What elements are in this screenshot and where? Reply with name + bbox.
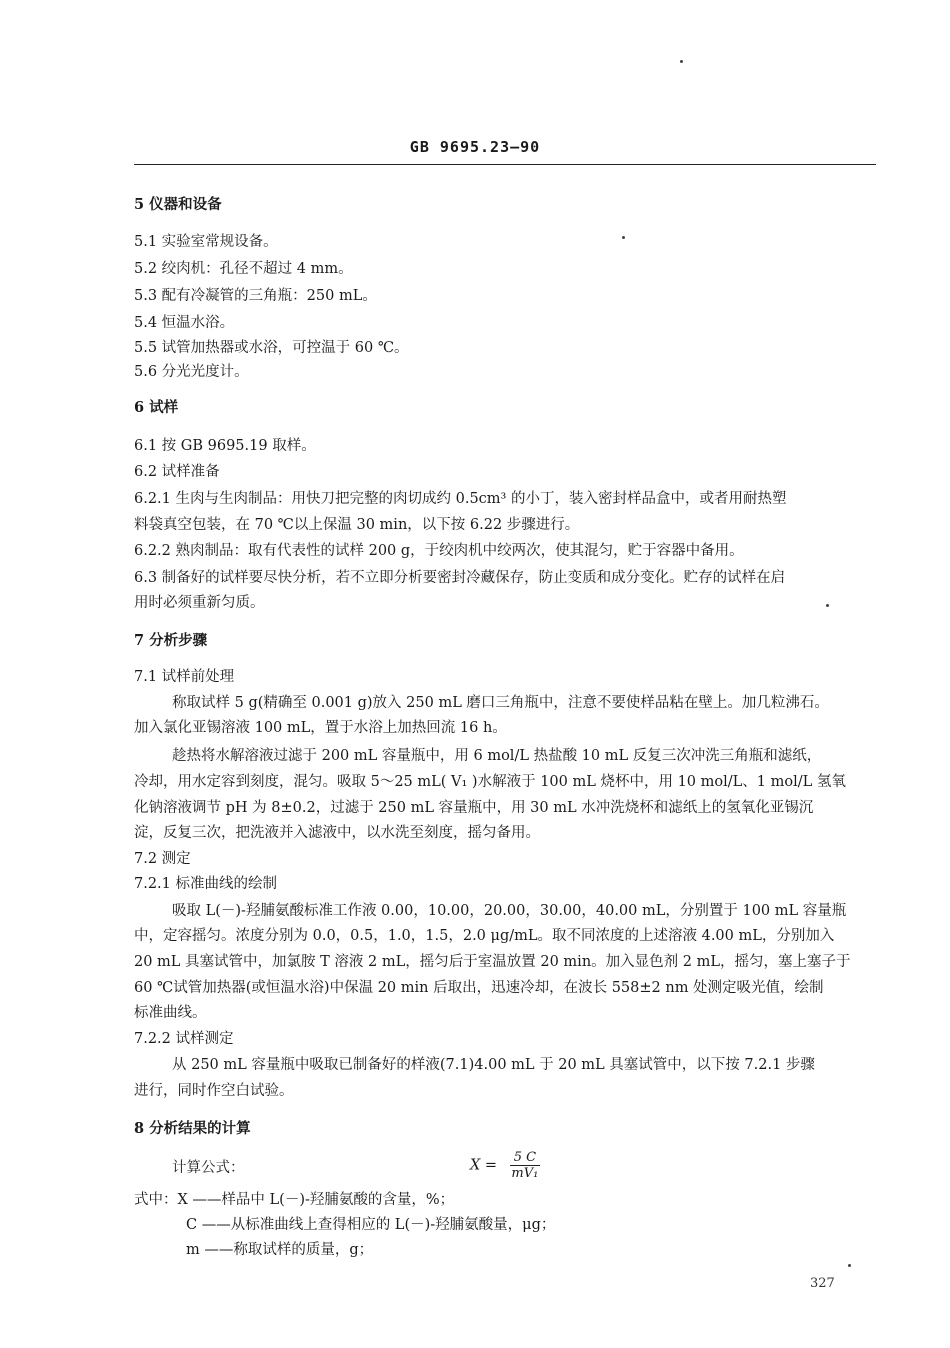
item-7-2-1: 7.2.1 标准曲线的绘制 [134, 876, 278, 892]
item-6-2-2: 6.2.2 熟肉制品：取有代表性的试样 200 g，于绞肉机中绞两次，使其混匀，贮于容器中备用。 [134, 543, 744, 559]
para-7-1b-line3: 化钠溶液调节 pH 为 8±0.2，过滤于 250 mL 容量瓶中，用 30 mL 水冲洗烧杯和滤纸上的氢氧化亚锡沉 [134, 800, 814, 816]
item-6-3-line2: 用时必须重新匀质。 [134, 595, 265, 611]
formula [470, 1150, 540, 1181]
item-7-2: 7.2 测定 [134, 851, 191, 867]
item-6-2: 6.2 试样准备 [134, 464, 220, 480]
where-line-3: m ——称取试样的质量，g； [186, 1242, 374, 1258]
formula-label: 计算公式： [172, 1160, 245, 1176]
where-line-2: C ——从标准曲线上查得相应的 L(－)-羟脯氨酸量，μg； [186, 1217, 556, 1233]
item-5-2: 5.2 绞肉机：孔径不超过 4 mm。 [134, 261, 353, 277]
item-7-2-2: 7.2.2 试样测定 [134, 1031, 234, 1047]
para-7-1b-line4: 淀，反复三次，把洗液并入滤液中，以水洗至刻度，摇匀备用。 [134, 825, 540, 841]
para-7-2-2-line2: 进行，同时作空白试验。 [134, 1083, 294, 1099]
para-7-2-1-line5: 标准曲线。 [134, 1005, 207, 1021]
formula-denominator: mV₁ [511, 1166, 539, 1181]
item-6-2-1-line1: 6.2.1 生肉与生肉制品：用快刀把完整的肉切成约 0.5cm³ 的小丁，装入密封样品盒中，或者用耐热塑 [134, 491, 787, 507]
section-7-title: 7 分析步骤 [134, 632, 208, 649]
item-5-1: 5.1 实验室常规设备。 [134, 234, 278, 250]
item-5-4: 5.4 恒温水浴。 [134, 315, 235, 331]
item-5-5: 5.5 试管加热器或水浴，可控温于 60 ℃。 [134, 340, 409, 356]
item-5-3: 5.3 配有冷凝管的三角瓶：250 mL。 [134, 288, 377, 304]
where-line-1: 式中：X ——样品中 L(－)-羟脯氨酸的含量，%； [134, 1192, 455, 1208]
formula-numerator: 5 C [510, 1150, 540, 1166]
para-7-2-2-line1: 从 250 mL 容量瓶中吸取已制备好的样液(7.1)4.00 mL 于 20 mL 具塞试管中，以下按 7.2.1 步骤 [172, 1057, 815, 1073]
para-7-1-line2: 加入氯化亚锡溶液 100 mL，置于水浴上加热回流 16 h。 [134, 720, 507, 736]
item-7-1: 7.1 试样前处理 [134, 669, 235, 685]
section-6-title: 6 试样 [134, 399, 179, 416]
para-7-1b-line2: 冷却，用水定容到刻度，混匀。吸取 5～25 mL( V₁ )水解液于 100 mL 烧杯中，用 10 mol/L、1 mol/L 氢氧 [134, 774, 846, 790]
item-5-6: 5.6 分光光度计。 [134, 364, 249, 380]
para-7-2-1-line1: 吸取 L(－)-羟脯氨酸标准工作液 0.00，10.00，20.00，30.00，40.00 mL，分别置于 100 mL 容量瓶 [172, 903, 847, 919]
formula-fraction [510, 1150, 540, 1181]
section-8-title: 8 分析结果的计算 [134, 1120, 251, 1137]
para-7-2-1-line3: 20 mL 具塞试管中，加氯胺 T 溶液 2 mL，摇匀后于室温放置 20 min。加入显色剂 2 mL，摇匀，塞上塞子于 [134, 954, 851, 970]
page-number: 327 [810, 1276, 835, 1291]
scan-speck [680, 60, 683, 63]
header-rule [134, 164, 876, 165]
item-6-3-line1: 6.3 制备好的试样要尽快分析，若不立即分析要密封冷藏保存，防止变质和成分变化。贮存的试样在启 [134, 570, 786, 586]
para-7-2-1-line2: 中，定容摇匀。浓度分别为 0.0，0.5，1.0，1.5，2.0 μg/mL。取不同浓度的上述溶液 4.00 mL，分别加入 [134, 928, 835, 944]
para-7-2-1-line4: 60 ℃试管加热器(或恒温水浴)中保温 20 min 后取出，迅速冷却，在波长 558±2 nm 处测定吸光值，绘制 [134, 980, 824, 996]
formula-lhs: X = [470, 1157, 498, 1174]
scan-speck [622, 236, 625, 239]
item-6-1: 6.1 按 GB 9695.19 取样。 [134, 438, 316, 454]
standard-code-header: GB 9695.23—90 [409, 138, 541, 156]
para-7-1b-line1: 趁热将水解溶液过滤于 200 mL 容量瓶中，用 6 mol/L 热盐酸 10 mL 反复三次冲洗三角瓶和滤纸， [172, 748, 822, 764]
item-6-2-1-line2: 料袋真空包装，在 70 ℃以上保温 30 min，以下按 6.22 步骤进行。 [134, 517, 580, 533]
scan-speck [826, 604, 829, 607]
para-7-1-line1: 称取试样 5 g(精确至 0.001 g)放入 250 mL 磨口三角瓶中，注意不要使样品粘在壁上。加几粒沸石。 [172, 695, 829, 711]
section-5-title: 5 仪器和设备 [134, 196, 222, 213]
scan-speck [848, 1264, 851, 1267]
